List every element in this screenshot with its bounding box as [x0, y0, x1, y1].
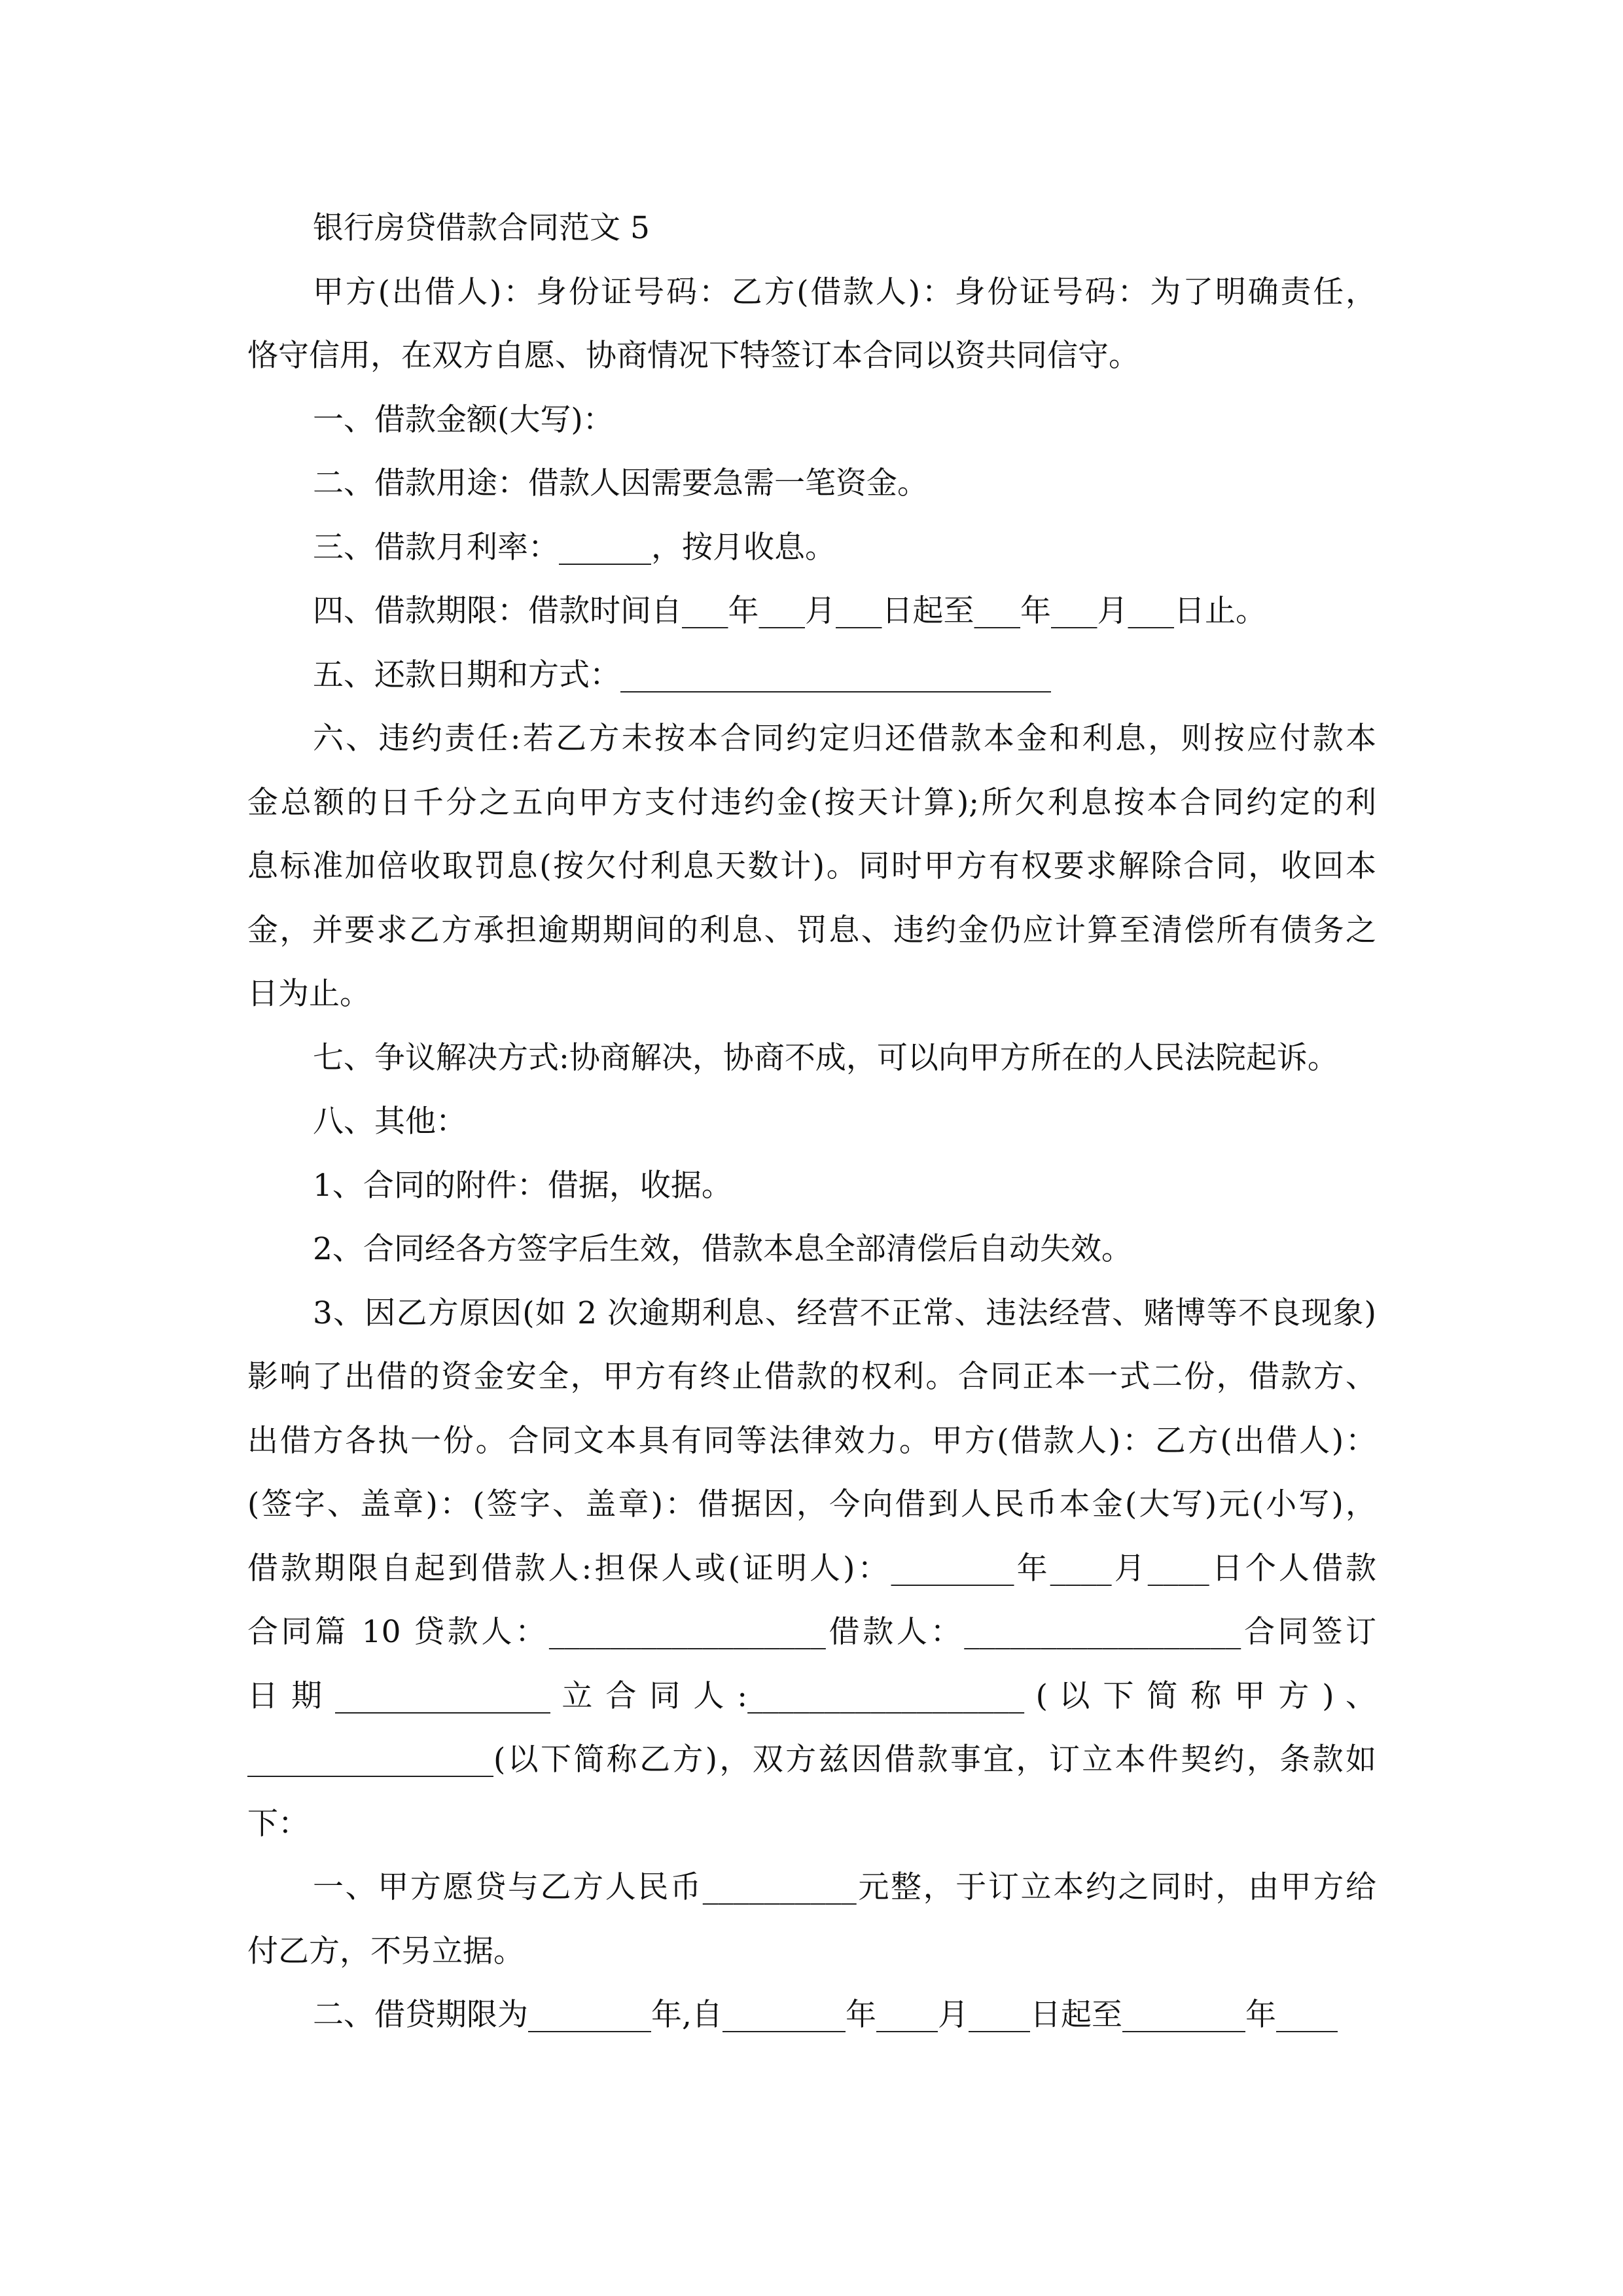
clause-line: 八、其他： — [313, 1103, 467, 1139]
document-title: 银行房贷借款合同范文 5 — [313, 210, 650, 246]
paragraph-line: (签字、盖章)：(签字、盖章)：借据因，今向借到人民币本金(大写)元(小写)， — [247, 1486, 1376, 1522]
paragraph-line: 付乙方，不另立据。 — [247, 1933, 524, 1969]
paragraph-line: ________________(以下简称乙方)，双方兹因借款事宜，订立本件契约，条款如 — [247, 1742, 1376, 1778]
clause-line: 二、借贷期限为________年,自________年____月____日起至________年____ — [313, 1997, 1338, 2033]
paragraph-line: 金总额的日千分之五向甲方支付违约金(按天计算);所欠利息按本合同约定的利 — [247, 784, 1376, 821]
paragraph-line: 借款期限自起到借款人:担保人或(证明人)：________年____月____日个人借款 — [247, 1550, 1376, 1587]
paragraph-line: 六、违约责任:若乙方未按本合同约定归还借款本金和利息，则按应付款本 — [313, 721, 1376, 757]
paragraph-line: 出借方各执一份。合同文本具有同等法律效力。甲方(借款人)：乙方(出借人)： — [247, 1422, 1376, 1459]
clause-line: 2、合同经各方签字后生效，借款本息全部清偿后自动失效。 — [313, 1231, 1132, 1267]
contract-page — [247, 196, 1376, 2047]
paragraph-line: 金，并要求乙方承担逾期期间的利息、罚息、违约金仍应计算至清偿所有债务之 — [247, 912, 1376, 948]
clause-line: 七、争议解决方式:协商解决，协商不成，可以向甲方所在的人民法院起诉。 — [313, 1039, 1338, 1076]
clause-line: 1、合同的附件：借据，收据。 — [313, 1167, 732, 1204]
paragraph-line: 日 期 ______________ 立 合 同 人 :__________________ ( 以 下 简 称 甲 方 ) 、 — [247, 1677, 1376, 1714]
paragraph-line: 3、因乙方原因(如 2 次逾期利息、经营不正常、违法经营、赌博等不良现象) — [313, 1295, 1376, 1331]
paragraph-line: 恪守信用，在双方自愿、协商情况下特签订本合同以资共同信守。 — [247, 338, 1139, 374]
paragraph-line: 一、甲方愿贷与乙方人民币__________元整，于订立本约之同时，由甲方给 — [313, 1869, 1376, 1905]
clause-line: 一、借款金额(大写)： — [313, 401, 614, 438]
paragraph-line: 下： — [247, 1805, 309, 1842]
paragraph-line: 甲方(出借人)：身份证号码：乙方(借款人)：身份证号码：为了明确责任， — [313, 274, 1376, 310]
paragraph-line: 日为止。 — [247, 976, 370, 1012]
paragraph-line: 影响了出借的资金安全，甲方有终止借款的权利。合同正本一式二份，借款方、 — [247, 1359, 1376, 1395]
paragraph-line: 息标准加倍收取罚息(按欠付利息天数计)。同时甲方有权要求解除合同，收回本 — [247, 848, 1376, 884]
clause-line: 五、还款日期和方式：____________________________ — [313, 656, 1051, 693]
clause-line: 四、借款期限：借款时间自___年___月___日起至___年___月___日止。 — [313, 593, 1266, 629]
clause-line: 三、借款月利率：______，按月收息。 — [313, 529, 836, 565]
clause-line: 二、借款用途：借款人因需要急需一笔资金。 — [313, 465, 928, 501]
paragraph-line: 合同篇 10 贷款人：__________________借款人：__________________合同签订 — [247, 1614, 1376, 1650]
